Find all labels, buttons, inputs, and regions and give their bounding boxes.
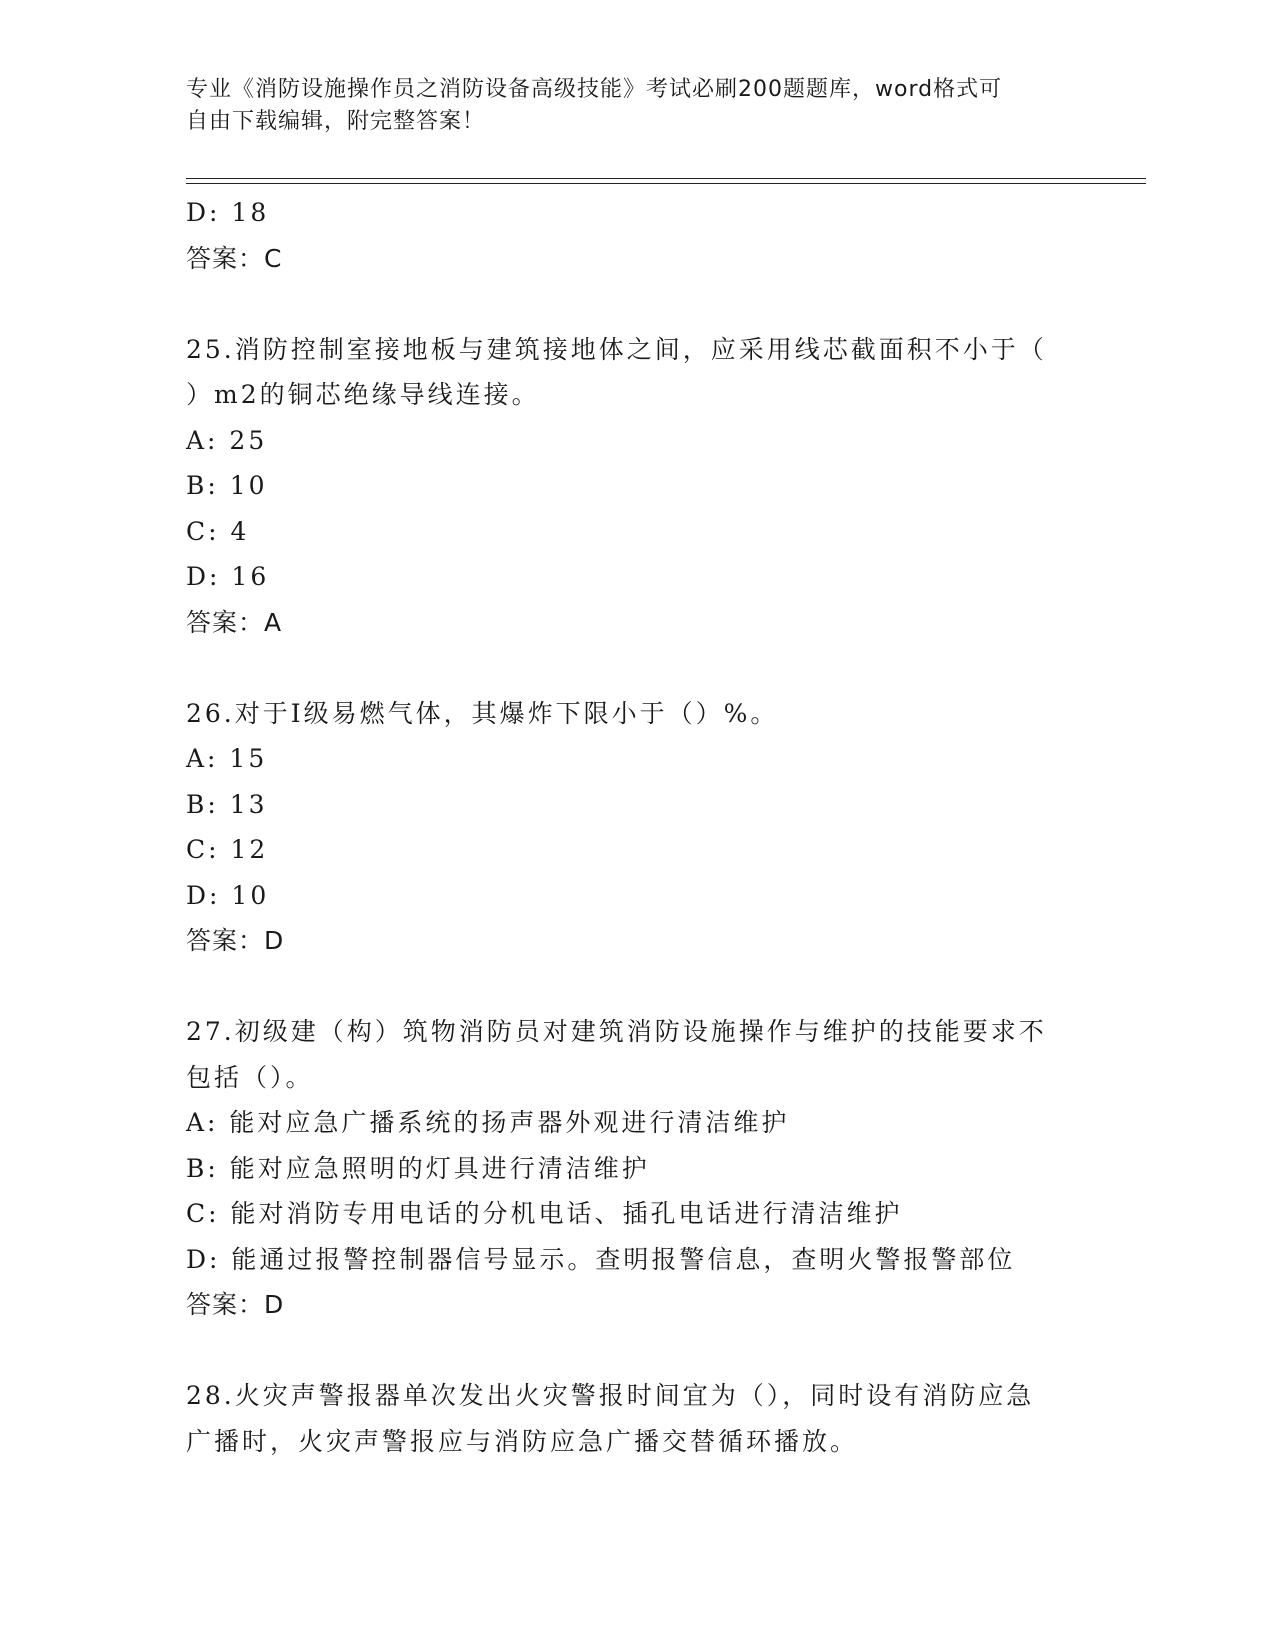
option-c: C: 12 xyxy=(186,835,269,864)
question-26 xyxy=(186,691,1086,964)
question-stem-cont: ）m2的铜芯绝缘导线连接。 xyxy=(186,380,540,409)
question-stem: 28.火灾声警报器单次发出火灾警报时间宜为（），同时设有消防应急 xyxy=(186,1381,1035,1410)
spacer xyxy=(186,964,1086,1010)
option-d: D: 16 xyxy=(186,562,270,591)
option-d: D: 18 xyxy=(186,198,270,227)
question-28 xyxy=(186,1373,1086,1464)
option-a: A: 25 xyxy=(186,425,268,455)
spacer xyxy=(186,645,1086,691)
answer: 答案：A xyxy=(186,607,283,637)
header-line-2: 自由下载编辑，附完整答案！ xyxy=(186,109,486,134)
header-line-1: 专业《消防设施操作员之消防设备高级技能》考试必刷200题题库，word格式可 xyxy=(186,77,1003,102)
prev-question-tail xyxy=(186,190,1086,281)
question-27 xyxy=(186,1009,1086,1328)
header-rule-bottom xyxy=(186,183,1146,184)
answer: 答案：D xyxy=(186,1290,285,1319)
header-rule-top xyxy=(186,178,1146,179)
option-c: C: 4 xyxy=(186,516,250,546)
spacer xyxy=(186,281,1086,327)
question-stem-cont: 包括（）。 xyxy=(186,1062,314,1092)
question-stem-cont: 广播时，火灾声警报应与消防应急广播交替循环播放。 xyxy=(186,1426,859,1456)
answer: 答案：D xyxy=(186,926,285,955)
question-25 xyxy=(186,327,1086,646)
option-a: A: 能对应急广播系统的扬声器外观进行清洁维护 xyxy=(186,1108,790,1137)
option-a: A: 15 xyxy=(186,744,268,773)
document-header xyxy=(186,74,1066,138)
answer: 答案：C xyxy=(186,243,283,273)
question-stem: 27.初级建（构）筑物消防员对建筑消防设施操作与维护的技能要求不 xyxy=(186,1017,1047,1046)
option-c: C: 能对消防专用电话的分机电话、插孔电话进行清洁维护 xyxy=(186,1199,903,1228)
option-b: B: 13 xyxy=(186,789,268,819)
option-d: D: 能通过报警控制器信号显示。查明报警信息，查明火警报警部位 xyxy=(186,1244,1016,1274)
option-d: D: 10 xyxy=(186,880,270,910)
question-stem: 25.消防控制室接地板与建筑接地体之间，应采用线芯截面积不小于（ xyxy=(186,334,1047,364)
option-b: B: 10 xyxy=(186,471,268,500)
option-b: B: 能对应急照明的灯具进行清洁维护 xyxy=(186,1153,650,1183)
question-list xyxy=(186,190,1086,1464)
spacer xyxy=(186,1328,1086,1374)
question-stem: 26.对于Ⅰ级易燃气体，其爆炸下限小于（）%。 xyxy=(186,698,779,728)
